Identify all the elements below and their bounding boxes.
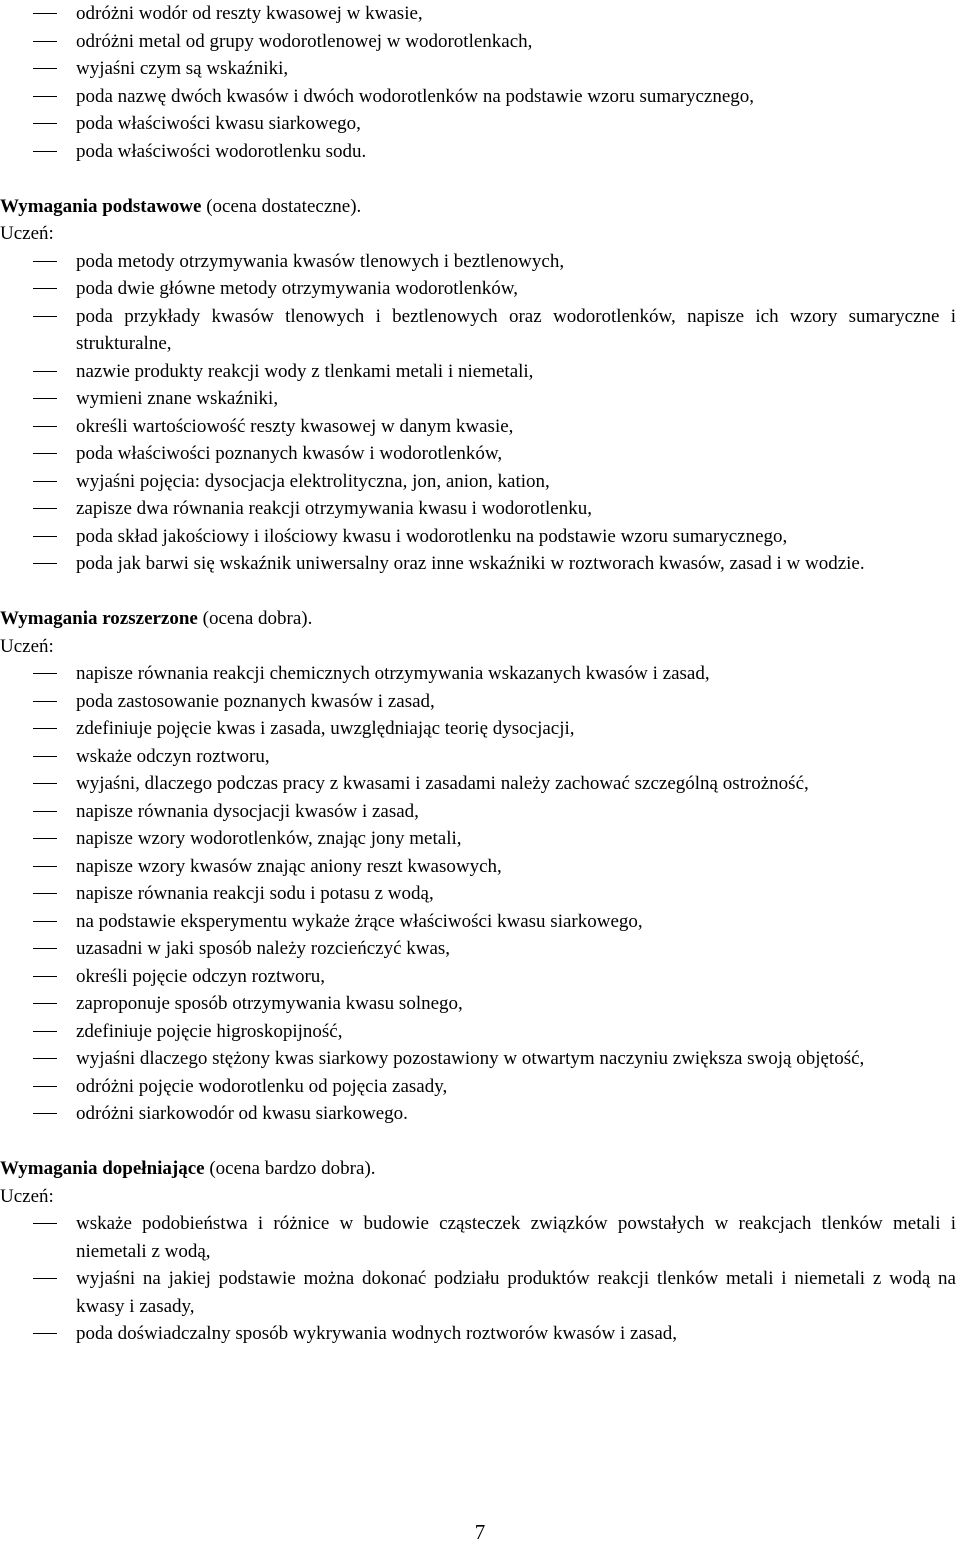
dash-bullet-icon <box>33 1003 57 1004</box>
list-item <box>0 1045 960 1073</box>
list-item-text: wymieni znane wskaźniki, <box>76 388 279 409</box>
list-item <box>0 358 960 386</box>
list-item <box>0 440 960 468</box>
list-item-text: nazwie produkty reakcji wody z tlenkami metali i niemetali, <box>76 360 534 382</box>
list-item <box>0 1210 960 1265</box>
list-item <box>0 0 960 28</box>
dash-bullet-icon <box>33 1278 57 1279</box>
dash-bullet-icon <box>33 866 57 867</box>
list-item-text: zapisze dwa równania reakcji otrzymywania kwasu i wodorotlenku, <box>76 498 592 519</box>
list-item <box>0 1073 960 1101</box>
list-item <box>0 303 960 358</box>
list-item-text: na podstawie eksperymentu wykaże żrące właściwości kwasu siarkowego, <box>76 910 643 932</box>
list-item <box>0 110 960 138</box>
list-item-text: wyjaśni pojęcia: dysocjacja elektrolityczna, jon, anion, kation, <box>76 470 550 492</box>
list-item-text: napisze wzory wodorotlenków, znając jony metali, <box>76 828 462 849</box>
dash-bullet-icon <box>33 701 57 702</box>
list-item <box>0 55 960 83</box>
list-item-text: poda nazwę dwóch kwasów i dwóch wodorotlenków na podstawie wzoru sumarycznego, <box>76 85 755 107</box>
requirements-list <box>0 0 960 165</box>
list-item-text: poda doświadczalny sposób wykrywania wodnych roztworów kwasów i zasad, <box>76 1323 677 1344</box>
list-item <box>0 83 960 111</box>
dash-bullet-icon <box>33 261 57 262</box>
requirements-section <box>0 1155 960 1348</box>
list-item <box>0 275 960 303</box>
requirements-list <box>0 660 960 1128</box>
list-item <box>0 413 960 441</box>
section-heading-grade: (ocena bardzo dobra). <box>204 1158 376 1179</box>
dash-bullet-icon <box>33 508 57 509</box>
dash-bullet-icon <box>33 41 57 42</box>
list-item <box>0 660 960 688</box>
list-item-text: poda skład jakościowy i ilościowy kwasu i wodorotlenku na podstawie wzoru sumarycznego, <box>76 525 788 547</box>
list-item <box>0 935 960 963</box>
requirements-section <box>0 605 960 1128</box>
dash-bullet-icon <box>33 426 57 427</box>
list-item-text: poda przykłady kwasów tlenowych i beztlenowych oraz wodorotlenków, napisze ich wzory sumaryczne i strukturalne, <box>76 305 956 354</box>
dash-bullet-icon <box>33 976 57 977</box>
dash-bullet-icon <box>33 96 57 97</box>
dash-bullet-icon <box>33 921 57 922</box>
list-item <box>0 853 960 881</box>
list-item-text: odróżni siarkowodór od kwasu siarkowego. <box>76 1103 408 1124</box>
list-item-text: poda metody otrzymywania kwasów tlenowych i beztlenowych, <box>76 250 565 272</box>
list-item <box>0 880 960 908</box>
section-heading <box>0 193 960 221</box>
dash-bullet-icon <box>33 151 57 152</box>
list-item <box>0 550 960 578</box>
requirements-section <box>0 0 960 165</box>
list-item-text: wskaże odczyn roztworu, <box>76 745 270 767</box>
list-item-text: napisze równania dysocjacji kwasów i zasad, <box>76 800 419 822</box>
list-item <box>0 495 960 523</box>
list-item-text: uzasadni w jaki sposób należy rozcieńczyć kwas, <box>76 938 451 959</box>
list-item <box>0 963 960 991</box>
list-item-text: określi wartościowość reszty kwasowej w danym kwasie, <box>76 415 514 437</box>
dash-bullet-icon <box>33 783 57 784</box>
dash-bullet-icon <box>33 536 57 537</box>
section-heading-title: Wymagania podstawowe <box>0 195 202 217</box>
requirements-section <box>0 193 960 578</box>
dash-bullet-icon <box>33 288 57 289</box>
dash-bullet-icon <box>33 673 57 674</box>
list-item <box>0 798 960 826</box>
list-item-text: wyjaśni dlaczego stężony kwas siarkowy pozostawiony w otwartym naczyniu zwiększa swoją objętość, <box>76 1048 865 1069</box>
list-item-text: poda zastosowanie poznanych kwasów i zasad, <box>76 690 435 712</box>
list-item-text: poda dwie główne metody otrzymywania wodorotlenków, <box>76 278 519 299</box>
requirements-list <box>0 1210 960 1348</box>
dash-bullet-icon <box>33 948 57 949</box>
dash-bullet-icon <box>33 1113 57 1114</box>
dash-bullet-icon <box>33 123 57 124</box>
dash-bullet-icon <box>33 13 57 14</box>
dash-bullet-icon <box>33 756 57 757</box>
list-item <box>0 743 960 771</box>
list-item-text: wyjaśni, dlaczego podczas pracy z kwasami i zasadami należy zachować szczególną ostrożność, <box>76 773 809 794</box>
list-item <box>0 715 960 743</box>
list-item-text: napisze równania reakcji sodu i potasu z wodą, <box>76 883 434 904</box>
list-item-text: zdefiniuje pojęcie higroskopijność, <box>76 1020 343 1042</box>
dash-bullet-icon <box>33 893 57 894</box>
dash-bullet-icon <box>33 1333 57 1334</box>
list-item-text: poda właściwości poznanych kwasów i wodorotlenków, <box>76 443 503 464</box>
list-item <box>0 908 960 936</box>
section-heading-grade: (ocena dobra). <box>197 608 313 629</box>
list-item-text: poda właściwości kwasu siarkowego, <box>76 113 361 134</box>
dash-bullet-icon <box>33 563 57 564</box>
dash-bullet-icon <box>33 68 57 69</box>
list-item <box>0 138 960 166</box>
section-heading <box>0 1155 960 1183</box>
dash-bullet-icon <box>33 1031 57 1032</box>
dash-bullet-icon <box>33 838 57 839</box>
list-item-text: zdefiniuje pojęcie kwas i zasada, uwzględniając teorię dysocjacji, <box>76 718 575 739</box>
student-label: Uczeń: <box>0 223 54 244</box>
list-item <box>0 1018 960 1046</box>
list-item <box>0 1320 960 1348</box>
dash-bullet-icon <box>33 316 57 317</box>
list-item-text: poda właściwości wodorotlenku sodu. <box>76 140 367 162</box>
list-item <box>0 1265 960 1320</box>
student-label: Uczeń: <box>0 1185 54 1207</box>
list-item-text: wyjaśni na jakiej podstawie można dokonać podziału produktów reakcji tlenków metali i niemetali z wodą na kwasy i zasady, <box>76 1268 956 1317</box>
list-item <box>0 523 960 551</box>
dash-bullet-icon <box>33 453 57 454</box>
list-item-text: zaproponuje sposób otrzymywania kwasu solnego, <box>76 993 463 1014</box>
list-item-text: odróżni metal od grupy wodorotlenowej w wodorotlenkach, <box>76 30 533 52</box>
list-item-text: odróżni wodór od reszty kwasowej w kwasie, <box>76 3 423 24</box>
list-item-text: wyjaśni czym są wskaźniki, <box>76 58 289 79</box>
list-item <box>0 825 960 853</box>
list-item <box>0 770 960 798</box>
list-item <box>0 990 960 1018</box>
list-item-text: napisze wzory kwasów znając aniony reszt kwasowych, <box>76 855 502 877</box>
list-item <box>0 248 960 276</box>
list-item <box>0 28 960 56</box>
dash-bullet-icon <box>33 1223 57 1224</box>
dash-bullet-icon <box>33 398 57 399</box>
list-item <box>0 468 960 496</box>
list-item <box>0 1100 960 1128</box>
section-heading-title: Wymagania dopełniające <box>0 1158 205 1179</box>
dash-bullet-icon <box>33 1086 57 1087</box>
dash-bullet-icon <box>33 811 57 812</box>
section-heading <box>0 605 960 633</box>
section-heading-title: Wymagania rozszerzone <box>0 608 198 629</box>
section-heading-grade: (ocena dostateczne). <box>201 195 362 217</box>
list-item-text: napisze równania reakcji chemicznych otrzymywania wskazanych kwasów i zasad, <box>76 663 710 684</box>
dash-bullet-icon <box>33 1058 57 1059</box>
page-number: 7 <box>474 1520 486 1544</box>
dash-bullet-icon <box>33 481 57 482</box>
requirements-list <box>0 248 960 578</box>
list-item-text: określi pojęcie odczyn roztworu, <box>76 965 326 987</box>
list-item-text: odróżni pojęcie wodorotlenku od pojęcia zasady, <box>76 1075 448 1097</box>
list-item-text: poda jak barwi się wskaźnik uniwersalny oraz inne wskaźniki w roztworach kwasów, zasad i w wodzie. <box>76 553 865 574</box>
list-item <box>0 688 960 716</box>
list-item-text: wskaże podobieństwa i różnice w budowie cząsteczek związków powstałych w reakcjach tlenków metali i niemetali z wodą, <box>76 1213 956 1262</box>
dash-bullet-icon <box>33 728 57 729</box>
student-label: Uczeń: <box>0 635 54 657</box>
list-item <box>0 385 960 413</box>
dash-bullet-icon <box>33 371 57 372</box>
